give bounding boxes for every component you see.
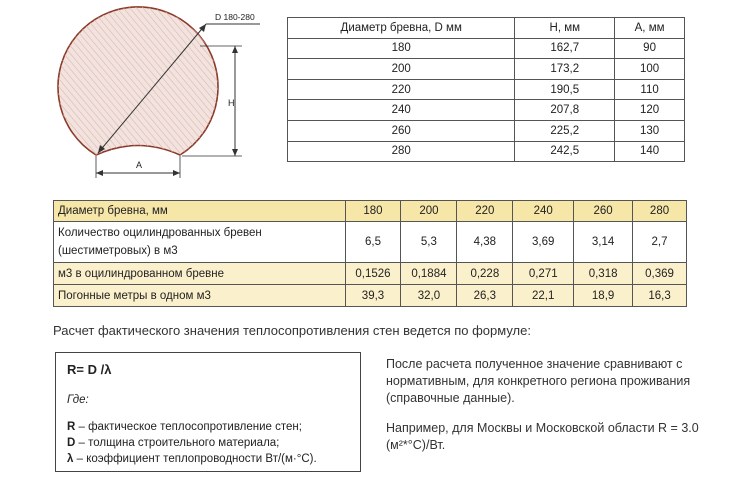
table-cell: 2,7 [633, 222, 687, 263]
width-arrow-right [173, 170, 180, 176]
cell-width: 130 [615, 120, 685, 141]
table-cell: 18,9 [574, 285, 633, 307]
volume-header-cell: 240 [513, 201, 574, 222]
table-cell: 39,3 [345, 285, 401, 307]
table-cell: 16,3 [633, 285, 687, 307]
formula-definition [67, 437, 279, 449]
table-row [288, 38, 685, 59]
cell-height: 162,7 [515, 38, 615, 59]
volume-header-label: Диаметр бревна, мм [54, 201, 346, 222]
formula-symbol: R [67, 421, 76, 433]
header-height: Н, мм [515, 18, 615, 39]
cell-diameter: 220 [288, 79, 515, 100]
formula: R= D /λ [67, 362, 112, 377]
formula-definition [67, 453, 317, 465]
table-cell: 0,318 [574, 263, 633, 285]
table-row [288, 79, 685, 100]
table-cell: 0,1884 [401, 263, 457, 285]
log-cross-section-diagram [30, 6, 280, 188]
height-arrow-top [232, 46, 238, 53]
table-cell: 26,3 [457, 285, 513, 307]
cell-width: 110 [615, 79, 685, 100]
table-row [54, 222, 687, 263]
table-cell: 4,38 [457, 222, 513, 263]
volume-table [53, 200, 687, 307]
cell-width: 100 [615, 59, 685, 80]
cell-width: 120 [615, 100, 685, 121]
formula-description: – фактическое теплосопротивление стен; [75, 421, 302, 433]
volume-header-cell: 260 [574, 201, 633, 222]
row-label: Погонные метры в одном м3 [54, 285, 346, 307]
table-cell: 0,271 [513, 263, 574, 285]
table-cell: 22,1 [513, 285, 574, 307]
dimension-table [287, 17, 685, 162]
diameter-label: D 180-280 [215, 12, 255, 22]
table-header-row [288, 18, 685, 39]
cell-diameter: 180 [288, 38, 515, 59]
table-cell: 3,14 [574, 222, 633, 263]
table-row [54, 263, 687, 285]
comparison-paragraph: После расчета полученное значение сравнивают с нормативным, для конкретного региона проживания (справочные данные). [386, 357, 691, 405]
table-cell: 0,1526 [345, 263, 401, 285]
table-row [288, 141, 685, 162]
row-label: м3 в оцилиндрованном бревне [54, 263, 346, 285]
table-cell: 6,5 [345, 222, 401, 263]
table-row [288, 120, 685, 141]
cell-diameter: 280 [288, 141, 515, 162]
header-width: А, мм [615, 18, 685, 39]
cell-diameter: 260 [288, 120, 515, 141]
table-cell: 0,369 [633, 263, 687, 285]
volume-header-cell: 280 [633, 201, 687, 222]
row-label: Количество оцилиндрованных бревен (шестиметровых) в м3 [54, 222, 346, 263]
height-arrow-bottom [232, 149, 238, 156]
cell-width: 90 [615, 38, 685, 59]
cell-height: 190,5 [515, 79, 615, 100]
cell-height: 242,5 [515, 141, 615, 162]
volume-header-cell: 180 [345, 201, 401, 222]
table-row [288, 59, 685, 80]
volume-header-cell: 200 [401, 201, 457, 222]
formula-description: – коэффициент теплопроводности Вт/(м·°С). [73, 453, 317, 465]
cell-height: 173,2 [515, 59, 615, 80]
formula-description: – толщина строительного материала; [75, 437, 280, 449]
cell-width: 140 [615, 141, 685, 162]
cell-diameter: 200 [288, 59, 515, 80]
formula-where: Где: [67, 394, 89, 406]
header-diameter: Диаметр бревна, D мм [288, 18, 515, 39]
table-cell: 5,3 [401, 222, 457, 263]
width-arrow-left [96, 170, 103, 176]
intro-text: Расчет фактического значения теплосопротивления стен ведется по формуле: [53, 323, 531, 338]
cell-diameter: 240 [288, 100, 515, 121]
cell-height: 225,2 [515, 120, 615, 141]
volume-header-row [54, 201, 687, 222]
table-cell: 32,0 [401, 285, 457, 307]
table-row [54, 285, 687, 307]
formula-symbol: λ [67, 453, 74, 465]
formula-symbol: D [67, 437, 76, 449]
moscow-example-paragraph: Например, для Москвы и Московской области R = 3.0 (м²*°С)/Вт. [386, 421, 699, 452]
height-label: H [228, 98, 235, 108]
width-label: A [136, 160, 143, 170]
table-cell: 0,228 [457, 263, 513, 285]
cell-height: 207,8 [515, 100, 615, 121]
formula-box [55, 352, 361, 472]
table-row [288, 100, 685, 121]
formula-definition [67, 421, 302, 433]
table-cell: 3,69 [513, 222, 574, 263]
volume-header-cell: 220 [457, 201, 513, 222]
